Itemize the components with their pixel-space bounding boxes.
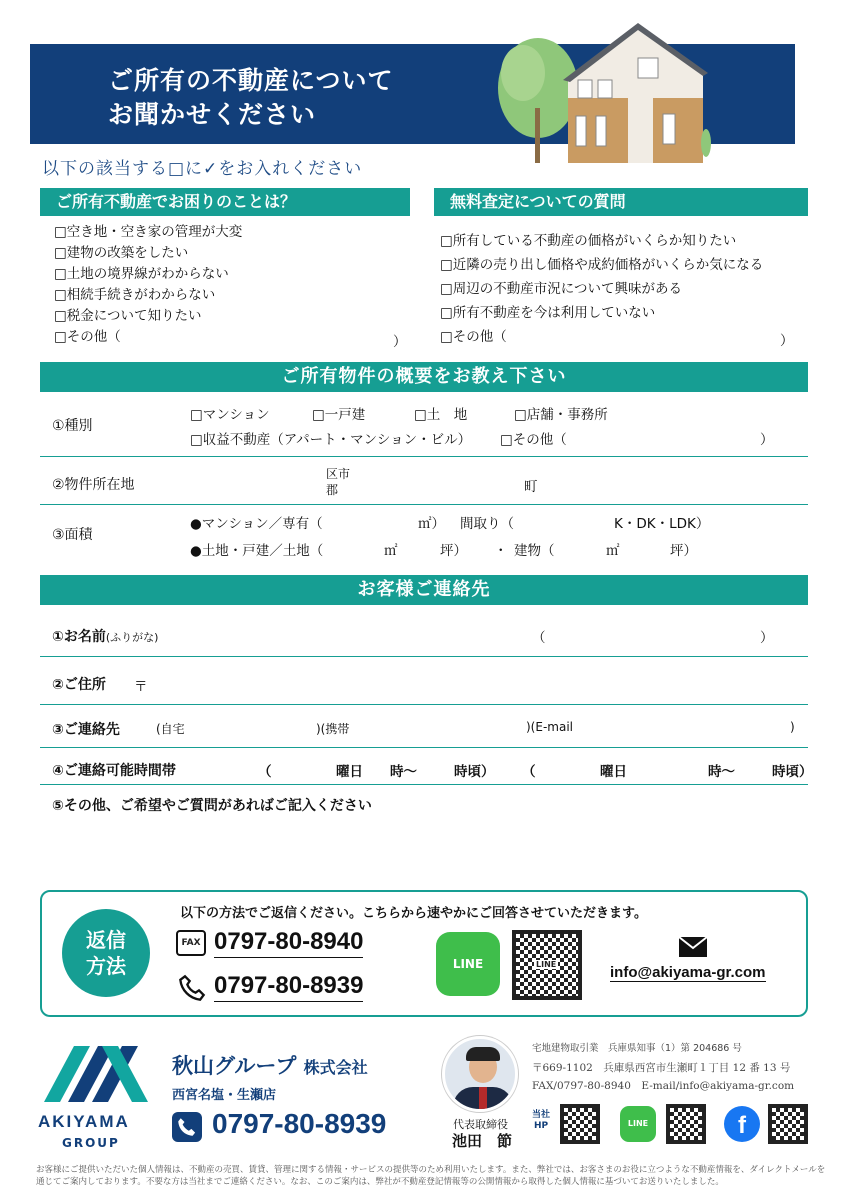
type-label: ①種別 bbox=[52, 418, 93, 434]
appraisal-list bbox=[440, 229, 763, 349]
paren: ) bbox=[790, 720, 795, 734]
checkbox-item[interactable]: □空き地・空き家の管理が大変 bbox=[54, 224, 243, 240]
divider bbox=[40, 456, 808, 457]
divider bbox=[40, 747, 808, 748]
branch-name: 西宮名塩・生瀬店 bbox=[172, 1088, 277, 1103]
house-illustration bbox=[478, 18, 718, 168]
company-fax-email: FAX/0797-80-8940 E-mail/info@akiyama-gr.com bbox=[532, 1080, 795, 1092]
rep-name: 池田 節 bbox=[452, 1132, 513, 1150]
phone-icon bbox=[172, 1112, 202, 1142]
troubles-list bbox=[54, 222, 242, 348]
area-text: 間取り（ bbox=[460, 516, 514, 532]
time-part: 時～ bbox=[390, 764, 417, 780]
time-label: ④ご連絡可能時間帯 bbox=[52, 763, 176, 779]
phone-icon bbox=[178, 974, 206, 1002]
line-qr-code bbox=[666, 1104, 706, 1144]
divider bbox=[40, 704, 808, 705]
hp-label: 当社 HP bbox=[532, 1110, 551, 1131]
time-part: （ bbox=[522, 764, 536, 780]
postal-mark: 〒 bbox=[134, 679, 148, 695]
type-option[interactable]: □店舗・事務所 bbox=[514, 407, 608, 423]
time-part: 時頃） bbox=[772, 764, 813, 780]
name-label: ①お名前(ふりがな) bbox=[52, 629, 159, 645]
divider bbox=[40, 504, 808, 505]
checkbox-item[interactable]: □相続手続きがわからない bbox=[54, 287, 216, 303]
email-link[interactable]: info@akiyama-gr.com bbox=[610, 964, 766, 981]
reply-method-badge: 返信 方法 bbox=[62, 909, 150, 997]
gun-label: 郡 bbox=[326, 483, 339, 497]
instruction-text: 以下の該当する□に✓をお入れください bbox=[42, 159, 363, 179]
area-label: ③面積 bbox=[52, 527, 93, 543]
cho-label: 町 bbox=[524, 479, 538, 495]
paren: （ bbox=[532, 630, 546, 646]
area-text: ・ bbox=[494, 543, 508, 559]
line-icon[interactable]: LINE bbox=[436, 932, 500, 996]
type-option[interactable]: □一戸建 bbox=[312, 407, 366, 423]
troubles-heading: ご所有不動産でお困りのことは？ bbox=[40, 188, 410, 216]
area-text: ㎡ bbox=[384, 543, 398, 559]
area-text: K・DK・LDK） bbox=[614, 516, 710, 532]
license-text: 宅地建物取引業 兵庫県知事（1）第 204686 号 bbox=[532, 1043, 742, 1054]
close-paren: ） bbox=[760, 432, 774, 448]
area-text: ㎡） bbox=[418, 516, 445, 532]
time-part: 曜日 bbox=[600, 764, 627, 780]
privacy-notice: お客様にご提供いただいた個人情報は、不動産の売買、賃貸、管理に関する情報・サービスの提供等のため利用いたします。また、弊社では、お客さまのお役に立つような不動産情報を、ダイレクトメールを通じてご案内しております。不要な方は当社までご連絡ください。なお、このご案内は、弊社が不動産登記情報等の公開情報から取得した個人情報に基づいてお送りいたしました。 bbox=[36, 1165, 826, 1187]
area-text: ●土地・戸建／土地（ bbox=[190, 543, 324, 559]
close-paren: ） bbox=[393, 334, 407, 350]
type-option[interactable]: □その他（ bbox=[500, 432, 567, 448]
akiyama-logo bbox=[44, 1044, 148, 1106]
page-title: ご所有の不動産について お聞かせください bbox=[108, 66, 394, 129]
website-qr-code bbox=[560, 1104, 600, 1144]
reply-intro: 以下の方法でご返信ください。こちらから速やかにご回答させていただきます。 bbox=[180, 906, 647, 921]
checkbox-item[interactable]: □税金について知りたい bbox=[54, 308, 202, 324]
company-name: 秋山グループ 株式会社 bbox=[172, 1054, 368, 1078]
area-text: ●マンション／専有（ bbox=[190, 516, 323, 532]
time-part: 時頃） bbox=[454, 764, 495, 780]
area-text: ㎡ bbox=[606, 543, 620, 559]
checkbox-item-other[interactable]: □その他（ bbox=[54, 329, 121, 345]
checkbox-item[interactable]: □所有不動産を今は利用していない bbox=[440, 305, 656, 321]
tel-mobile-label: )(携帯 bbox=[316, 722, 350, 736]
tel-number[interactable]: 0797-80-8939 bbox=[214, 972, 363, 1002]
checkbox-item[interactable]: □所有している不動産の価格がいくらか知りたい bbox=[440, 233, 737, 249]
line-icon[interactable]: LINE bbox=[620, 1106, 656, 1142]
logo-group: GROUP bbox=[62, 1136, 120, 1150]
tel-label: ③ご連絡先 bbox=[52, 722, 120, 738]
rep-title: 代表取締役 bbox=[453, 1118, 508, 1131]
fax-icon: FAX bbox=[176, 930, 206, 956]
type-option[interactable]: □マンション bbox=[190, 407, 270, 423]
logo-wordmark: AKIYAMA bbox=[38, 1112, 130, 1131]
divider bbox=[40, 784, 808, 785]
facebook-qr-code bbox=[768, 1104, 808, 1144]
line-qr-code: LINE bbox=[512, 930, 582, 1000]
checkbox-item[interactable]: □近隣の売り出し価格や成約価格がいくらか気になる bbox=[440, 257, 764, 273]
area-text: 坪） bbox=[670, 543, 697, 559]
mail-icon bbox=[678, 936, 708, 958]
checkbox-item[interactable]: □周辺の不動産市況について興味がある bbox=[440, 281, 682, 297]
other-label: ⑤その他、ご希望やご質問があればご記入ください bbox=[52, 798, 372, 814]
area-text: 建物（ bbox=[514, 543, 555, 559]
address-label: ②ご住所 bbox=[52, 677, 106, 693]
tel-home-label: (自宅 bbox=[156, 722, 185, 736]
time-part: 時～ bbox=[708, 764, 735, 780]
representative-photo bbox=[442, 1036, 518, 1112]
facebook-icon[interactable]: f bbox=[724, 1106, 760, 1142]
paren: ） bbox=[760, 630, 774, 646]
checkbox-item[interactable]: □建物の改築をしたい bbox=[54, 245, 189, 261]
time-part: 曜日 bbox=[336, 764, 363, 780]
fax-number[interactable]: 0797-80-8940 bbox=[214, 928, 363, 958]
email-label: )(E-mail bbox=[526, 720, 573, 734]
ku-label: 区市 bbox=[326, 467, 351, 481]
close-paren: ） bbox=[780, 333, 794, 349]
company-tel[interactable]: 0797-80-8939 bbox=[212, 1108, 387, 1139]
contact-heading: お客様ご連絡先 bbox=[40, 575, 808, 605]
type-option[interactable]: □土 地 bbox=[414, 407, 468, 423]
company-address: 〒669-1102 兵庫県西宮市生瀬町１丁目 12 番 13 号 bbox=[532, 1062, 791, 1074]
overview-heading: ご所有物件の概要をお教え下さい bbox=[40, 362, 808, 392]
checkbox-item[interactable]: □土地の境界線がわからない bbox=[54, 266, 229, 282]
area-text: 坪） bbox=[440, 543, 467, 559]
divider bbox=[40, 656, 808, 657]
checkbox-item-other[interactable]: □その他（ bbox=[440, 329, 507, 345]
time-part: （ bbox=[258, 764, 272, 780]
type-option[interactable]: □収益不動産（アパート・マンション・ビル） bbox=[190, 432, 472, 448]
appraisal-heading: 無料査定についての質問 bbox=[434, 188, 808, 216]
location-label: ②物件所在地 bbox=[52, 477, 135, 493]
